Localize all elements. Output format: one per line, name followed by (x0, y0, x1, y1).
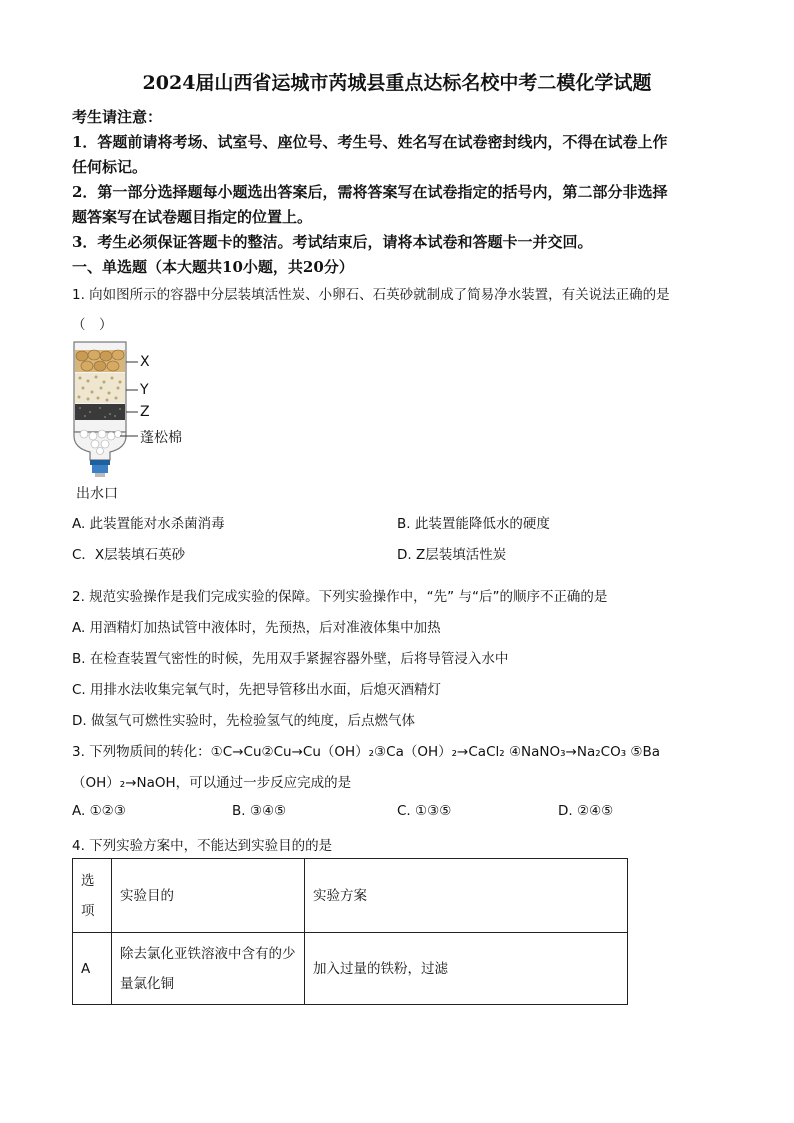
notice-item-1: 1．答题前请将考场、试室号、座位号、考生号、姓名写在试卷密封线内，不得在试卷上作 (72, 133, 668, 151)
q1-option-d: D. Z层装填活性炭 (397, 547, 507, 563)
outlet-cap (90, 460, 110, 465)
q4-table (72, 858, 628, 1005)
header-plan: 实验方案 (305, 859, 628, 933)
q1-option-b: B. 此装置能降低水的硬度 (397, 516, 550, 532)
label-x: X (140, 354, 150, 370)
layer-x-pebbles (75, 350, 125, 372)
q2-option-b: B. 在检查装置气密性的时候，先用双手紧握容器外壁，后将导管浸入水中 (72, 651, 509, 667)
q1-stem-paren: （ ） (72, 317, 113, 333)
page-title: 2024届山西省运城市芮城县重点达标名校中考二模化学试题 (142, 72, 652, 94)
q3-stem-cont: （OH）₂→NaOH，可以通过一步反应完成的是 (72, 775, 352, 791)
label-z: Z (140, 404, 150, 420)
q2-option-d: D. 做氢气可燃性实验时，先检验氢气的纯度，后点燃气体 (72, 713, 415, 729)
layer-z-carbon (75, 404, 125, 420)
water-filter-figure (68, 340, 198, 500)
label-outlet: 出水口 (76, 486, 118, 502)
q3-option-a: A. ①②③ (72, 803, 126, 819)
label-y: Y (140, 382, 149, 398)
q3-option-c: C. ①③⑤ (397, 803, 452, 819)
notice-heading: 考生请注意： (72, 108, 163, 126)
q3-option-d: D. ②④⑤ (558, 803, 614, 819)
section-heading: 一、单选题（本大题共10小题，共20分） (72, 258, 354, 276)
row-a-purpose: 除去氯化亚铁溶液中含有的少量氯化铜 (112, 933, 305, 1005)
q2-option-c: C. 用排水法收集完氧气时，先把导管移出水面，后熄灭酒精灯 (72, 682, 442, 698)
label-cotton: 蓬松棉 (140, 430, 182, 446)
notice-item-1-cont: 任何标记。 (72, 158, 148, 176)
q1-option-a: A. 此装置能对水杀菌消毒 (72, 516, 225, 532)
q2-option-a: A. 用酒精灯加热试管中液体时，先预热，后对准液体集中加热 (72, 620, 441, 636)
row-a-option: A (73, 933, 112, 1005)
q1-stem: 1. 向如图所示的容器中分层装填活性炭、小卵石、石英砂就制成了简易净水装置，有关说法正确的是 (72, 287, 670, 303)
header-option: 选项 (73, 859, 112, 933)
notice-item-2-cont: 题答案写在试卷题目指定的位置上。 (72, 208, 313, 226)
q1-option-c: C．X层装填石英砂 (72, 547, 186, 563)
table-row (73, 933, 628, 1005)
q3-stem: 3. 下列物质间的转化：①C→Cu②Cu→Cu（OH）₂③Ca（OH）₂→CaCl₂ ④NaNO₃→Na₂CO₃ ⑤Ba (72, 744, 661, 760)
q4-stem: 4. 下列实验方案中，不能达到实验目的的是 (72, 838, 333, 854)
notice-item-2: 2．第一部分选择题每小题选出答案后，需将答案写在试卷指定的括号内，第二部分非选择 (72, 183, 668, 201)
q3-option-b: B. ③④⑤ (232, 803, 287, 819)
q2-stem: 2. 规范实验操作是我们完成实验的保障。下列实验操作中，“先” 与“后”的顺序不正确的是 (72, 589, 608, 605)
header-purpose: 实验目的 (112, 859, 305, 933)
row-a-plan: 加入过量的铁粉，过滤 (305, 933, 628, 1005)
notice-item-3: 3．考生必须保证答题卡的整洁。考试结束后，请将本试卷和答题卡一并交回。 (72, 233, 593, 251)
table-header-row (73, 859, 628, 933)
